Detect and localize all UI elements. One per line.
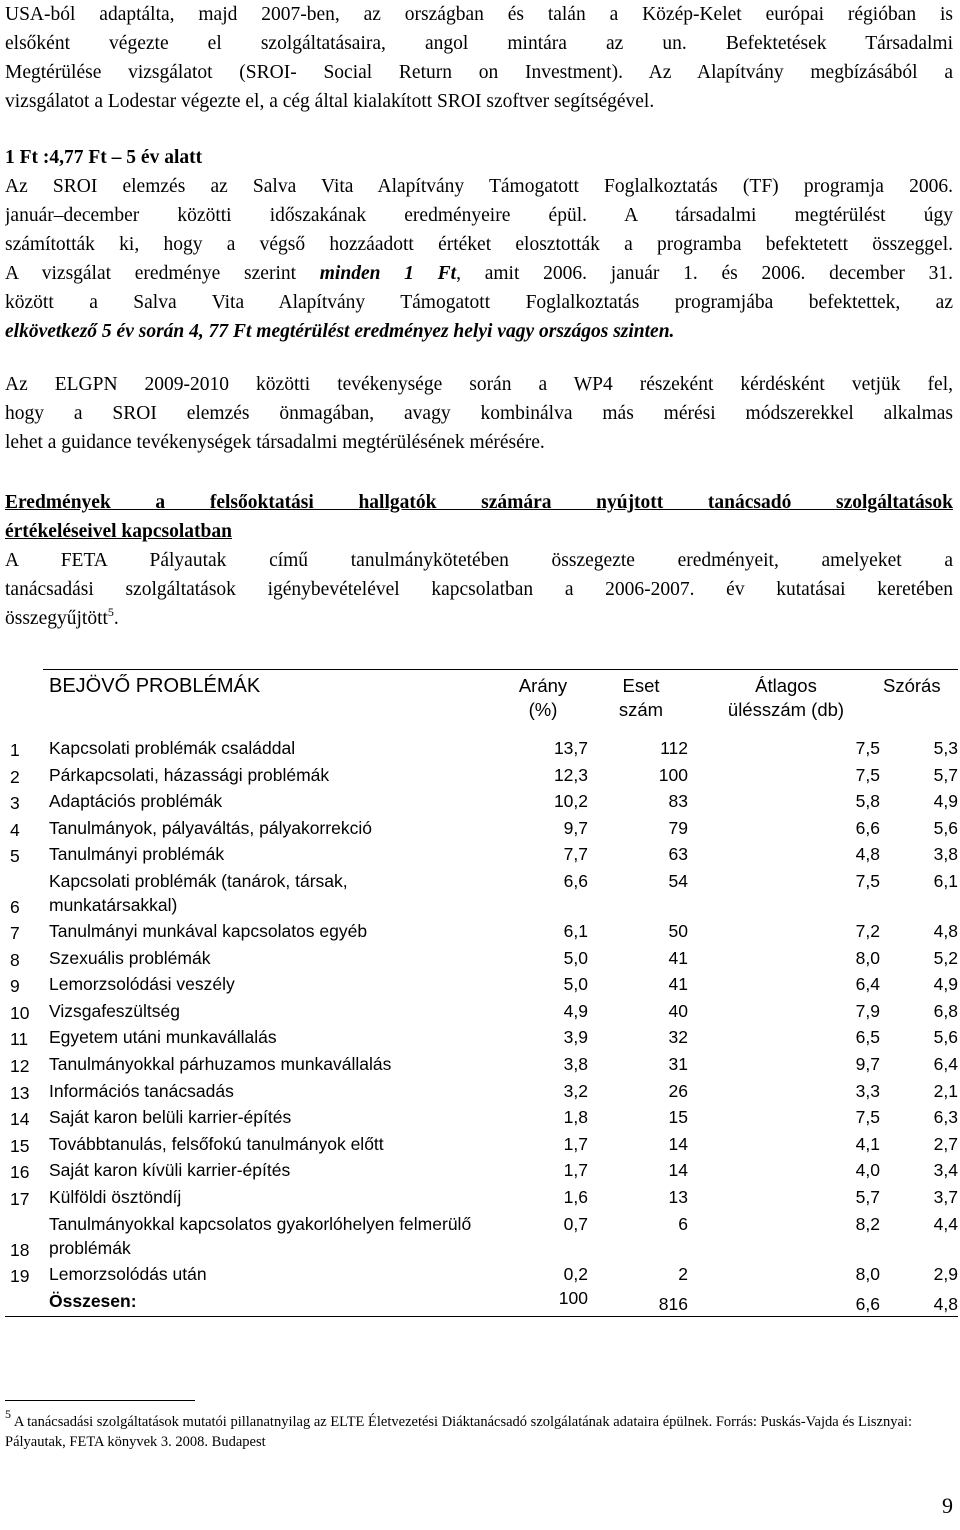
row-count: 41 xyxy=(668,947,688,968)
intro-line-2: elsőként végezte el szolgáltatásaira, angol mintára az un. Befektetések Társadalmi xyxy=(5,33,953,54)
row-problem: Egyetem utáni munkavállalás xyxy=(49,1027,277,1048)
table-header-avg xyxy=(711,674,861,722)
footnote-separator xyxy=(5,1400,195,1401)
total-label: Összesen: xyxy=(49,1291,137,1312)
row-problem: Tanulmányi munkával kapcsolatos egyéb xyxy=(49,921,368,941)
row-count: 100 xyxy=(658,764,688,785)
total-sd: 4,8 xyxy=(933,1294,958,1315)
row-ratio: 9,7 xyxy=(563,817,588,838)
row-count: 63 xyxy=(668,844,688,865)
row-count: 15 xyxy=(668,1107,688,1128)
row-problem: Lemorzsolódás után xyxy=(49,1263,207,1284)
row-std-dev: 2,9 xyxy=(933,1263,958,1284)
row-ratio: 3,8 xyxy=(563,1054,588,1074)
row-number: 5 xyxy=(10,846,20,867)
row-avg-sessions: 7,5 xyxy=(855,764,880,785)
results-heading-1: Eredmények a felsőoktatási hallgatók számára nyújtott tanácsadó szolgáltatások xyxy=(5,492,953,513)
row-std-dev: 6,8 xyxy=(933,1000,958,1021)
row-std-dev: 6,1 xyxy=(933,871,958,891)
row-problem: Lemorzsolódási veszély xyxy=(49,974,235,995)
sroi-heading: 1 Ft :4,77 Ft – 5 év alatt xyxy=(5,147,203,168)
row-problem: Szexuális problémák xyxy=(49,947,211,968)
results-line-1: A FETA Pályautak című tanulmánykötetében összegezte eredményeit, amelyeket a xyxy=(5,550,953,571)
row-count: 112 xyxy=(660,738,688,758)
row-avg-sessions: 7,5 xyxy=(855,1107,880,1128)
row-count: 40 xyxy=(668,1000,688,1021)
row-ratio: 10,2 xyxy=(553,791,588,812)
row-count: 32 xyxy=(668,1027,688,1048)
row-avg-sessions: 4,8 xyxy=(855,844,880,865)
row-number: 7 xyxy=(10,923,20,943)
sroi-line-4-pre: A vizsgálat eredménye szerint xyxy=(5,263,320,284)
table-header-ratio-line1: Arány xyxy=(518,675,568,696)
footnote xyxy=(5,1407,953,1452)
row-number: 1 xyxy=(10,740,20,760)
row-number: 3 xyxy=(10,793,20,814)
table-header-avg-line1: Átlagos xyxy=(755,675,817,696)
row-ratio: 5,0 xyxy=(563,947,588,968)
row-count: 13 xyxy=(668,1187,688,1207)
row-avg-sessions: 9,7 xyxy=(855,1054,880,1074)
row-problem: Tanulmányi problémák xyxy=(49,844,225,865)
row-number: 4 xyxy=(10,819,20,840)
row-ratio: 5,0 xyxy=(563,974,588,995)
footnote-text: A tanácsadási szolgáltatások mutatói pillanatnyilag az ELTE Életvezetési Diáktanácsadó szolgálatának adataira épülnek. Forrás: Puskás-Vajda és Lisznyai: Pályautak, FETA könyvek 3. 2008. Budapest xyxy=(5,1414,912,1450)
intro-line-4: vizsgálatot a Lodestar végezte el, a cég által kialakított SROI szoftver segítségével. xyxy=(5,91,655,112)
table-header-ratio-line2: (%) xyxy=(528,699,558,720)
row-avg-sessions: 4,1 xyxy=(855,1133,880,1154)
row-std-dev: 6,4 xyxy=(933,1054,958,1074)
row-problem: Tanulmányok, pályaváltás, pályakorrekció xyxy=(49,817,372,838)
elgpn-line-2: hogy a SROI elemzés önmagában, avagy kombinálva más mérési módszerekkel alkalmas xyxy=(5,403,953,424)
row-number: 9 xyxy=(10,976,20,997)
row-problem: Kapcsolati problémák (tanárok, társak, munkatársakkal) xyxy=(49,871,348,915)
sroi-line-5: között a Salva Vita Alapítvány Támogatott Foglalkoztatás programjába befektettek, az xyxy=(5,292,953,313)
row-number: 14 xyxy=(10,1109,30,1130)
total-ratio: 100 xyxy=(558,1288,588,1309)
row-count: 54 xyxy=(668,871,688,891)
row-problem: Külföldi ösztöndíj xyxy=(49,1187,182,1207)
row-std-dev: 6,3 xyxy=(933,1107,958,1128)
table-header-avg-line2: ülésszám (db) xyxy=(727,699,845,720)
row-std-dev: 5,6 xyxy=(933,817,958,838)
row-number: 8 xyxy=(10,949,20,970)
row-ratio: 7,7 xyxy=(563,844,588,865)
row-ratio: 0,2 xyxy=(563,1263,588,1284)
row-ratio: 6,6 xyxy=(563,871,588,891)
row-number: 17 xyxy=(10,1189,30,1209)
row-ratio: 3,9 xyxy=(563,1027,588,1048)
table-header-count-line2: szám xyxy=(618,699,664,720)
row-count: 6 xyxy=(678,1213,688,1234)
table-bottom-rule xyxy=(5,1316,958,1317)
row-problem: Vizsgafeszültség xyxy=(49,1000,181,1021)
row-avg-sessions: 6,5 xyxy=(855,1027,880,1048)
footnote-reference[interactable]: 5 xyxy=(107,605,114,619)
row-avg-sessions: 3,3 xyxy=(855,1080,880,1101)
row-ratio: 13,7 xyxy=(553,738,588,758)
row-std-dev: 5,3 xyxy=(933,738,958,758)
row-ratio: 12,3 xyxy=(553,764,588,785)
row-avg-sessions: 7,5 xyxy=(855,871,880,891)
sroi-line-6: elkövetkező 5 év során 4, 77 Ft megtérülést eredményez helyi vagy országos szinten. xyxy=(5,321,675,342)
row-ratio: 1,7 xyxy=(563,1133,588,1154)
row-problem: Párkapcsolati, házassági problémák xyxy=(49,764,330,785)
row-problem: Tanulmányokkal kapcsolatos gyakorlóhelyen felmerülő problémák xyxy=(49,1213,472,1258)
total-avg: 6,6 xyxy=(855,1294,880,1315)
table-header-ratio xyxy=(511,674,575,722)
row-ratio: 4,9 xyxy=(563,1000,588,1021)
row-number: 10 xyxy=(10,1002,30,1023)
row-problem: Kapcsolati problémák családdal xyxy=(49,738,296,758)
row-std-dev: 5,6 xyxy=(933,1027,958,1048)
footnote-mark: 5 xyxy=(5,1407,11,1421)
intro-line-1: USA-ból adaptálta, majd 2007-ben, az országban és talán a Közép-Kelet európai régióban is xyxy=(5,4,953,25)
row-count: 26 xyxy=(668,1080,688,1101)
row-ratio: 1,6 xyxy=(563,1187,588,1207)
sroi-section xyxy=(5,143,953,346)
row-std-dev: 4,9 xyxy=(933,974,958,995)
page-number: 9 xyxy=(942,1493,953,1518)
table-header-sd: Szórás xyxy=(883,675,941,696)
results-line-3 xyxy=(5,604,953,633)
row-number: 11 xyxy=(10,1029,29,1050)
row-count: 14 xyxy=(668,1133,688,1154)
row-std-dev: 4,4 xyxy=(933,1213,958,1234)
sroi-line-4-post: , amit 2006. január 1. és 2006. december 31. xyxy=(456,263,953,284)
row-problem: Információs tanácsadás xyxy=(49,1080,234,1101)
row-count: 14 xyxy=(668,1160,688,1181)
row-number: 2 xyxy=(10,766,20,787)
row-avg-sessions: 5,7 xyxy=(855,1187,880,1207)
total-count: 816 xyxy=(658,1294,688,1315)
row-avg-sessions: 8,2 xyxy=(855,1213,880,1234)
row-std-dev: 3,8 xyxy=(933,844,958,865)
sroi-line-1: Az SROI elemzés az Salva Vita Alapítvány Támogatott Foglalkoztatás (TF) programja 2006. xyxy=(5,176,953,197)
results-line-3-end: . xyxy=(113,608,119,629)
row-std-dev: 5,2 xyxy=(933,947,958,968)
table-header-count-line1: Eset xyxy=(622,675,660,696)
elgpn-line-3: lehet a guidance tevékenységek társadalmi megtérülésének mérésére. xyxy=(5,432,545,453)
row-ratio: 1,7 xyxy=(563,1160,588,1181)
row-std-dev: 2,1 xyxy=(933,1080,958,1101)
row-problem: Saját karon kívüli karrier-építés xyxy=(49,1160,291,1181)
row-avg-sessions: 7,2 xyxy=(855,921,880,941)
row-count: 83 xyxy=(668,791,688,812)
row-number: 19 xyxy=(10,1265,30,1286)
row-count: 31 xyxy=(668,1054,688,1074)
row-avg-sessions: 8,0 xyxy=(855,1263,880,1284)
row-number: 18 xyxy=(10,1239,30,1260)
table-top-rule xyxy=(43,669,958,670)
row-number: 6 xyxy=(10,897,20,917)
row-ratio: 3,2 xyxy=(563,1080,588,1101)
row-ratio: 6,1 xyxy=(563,921,588,941)
sroi-line-2: január–december közötti időszakának eredményeire épül. A társadalmi megtérülést úgy xyxy=(5,205,953,226)
row-ratio: 0,7 xyxy=(563,1213,588,1234)
row-avg-sessions: 4,0 xyxy=(855,1160,880,1181)
row-std-dev: 2,7 xyxy=(933,1133,958,1154)
elgpn-line-1: Az ELGPN 2009-2010 közötti tevékenysége során a WP4 részeként kérdésként vetjük fel, xyxy=(5,374,953,395)
row-std-dev: 5,7 xyxy=(933,764,958,785)
results-line-3-text: összegyűjtött xyxy=(5,608,108,629)
row-std-dev: 3,7 xyxy=(933,1187,958,1207)
row-count: 50 xyxy=(668,921,688,941)
row-problem: Továbbtanulás, felsőfokú tanulmányok előtt xyxy=(49,1133,384,1154)
row-std-dev: 4,8 xyxy=(933,921,958,941)
intro-paragraph xyxy=(5,0,953,116)
row-ratio: 1,8 xyxy=(563,1107,588,1128)
row-problem: Saját karon belüli karrier-építés xyxy=(49,1107,292,1128)
results-line-2: tanácsadási szolgáltatások igénybevételével kapcsolatban a 2006-2007. év kutatásai keretében xyxy=(5,579,953,600)
row-count: 41 xyxy=(668,974,688,995)
row-number: 13 xyxy=(10,1082,30,1103)
row-avg-sessions: 7,9 xyxy=(855,1000,880,1021)
row-count: 2 xyxy=(678,1263,688,1284)
row-avg-sessions: 7,5 xyxy=(855,738,880,758)
sroi-line-3: számították ki, hogy a végső hozzáadott értéket elosztották a programba befektetett összeggel. xyxy=(5,234,953,255)
row-count: 79 xyxy=(668,817,688,838)
row-std-dev: 3,4 xyxy=(933,1160,958,1181)
row-number: 12 xyxy=(10,1056,30,1076)
table-header-title: BEJÖVŐ PROBLÉMÁK xyxy=(49,675,261,697)
row-avg-sessions: 5,8 xyxy=(855,791,880,812)
sroi-line-4-emph: minden 1 Ft xyxy=(319,263,457,284)
row-std-dev: 4,9 xyxy=(933,791,958,812)
row-avg-sessions: 8,0 xyxy=(855,947,880,968)
intro-line-3: Megtérülése vizsgálatot (SROI- Social Return on Investment). Az Alapítvány megbízásából a xyxy=(5,62,953,83)
sroi-line-4 xyxy=(5,259,953,288)
table-header-count xyxy=(611,674,671,722)
row-problem: Tanulmányokkal párhuzamos munkavállalás xyxy=(49,1054,392,1074)
elgpn-paragraph xyxy=(5,370,953,457)
row-number: 15 xyxy=(10,1135,30,1156)
row-avg-sessions: 6,4 xyxy=(855,974,880,995)
results-section xyxy=(5,488,953,633)
row-problem: Adaptációs problémák xyxy=(49,791,223,812)
row-number: 16 xyxy=(10,1162,30,1183)
row-avg-sessions: 6,6 xyxy=(855,817,880,838)
results-heading-2: értékeléseivel kapcsolatban xyxy=(5,521,232,542)
